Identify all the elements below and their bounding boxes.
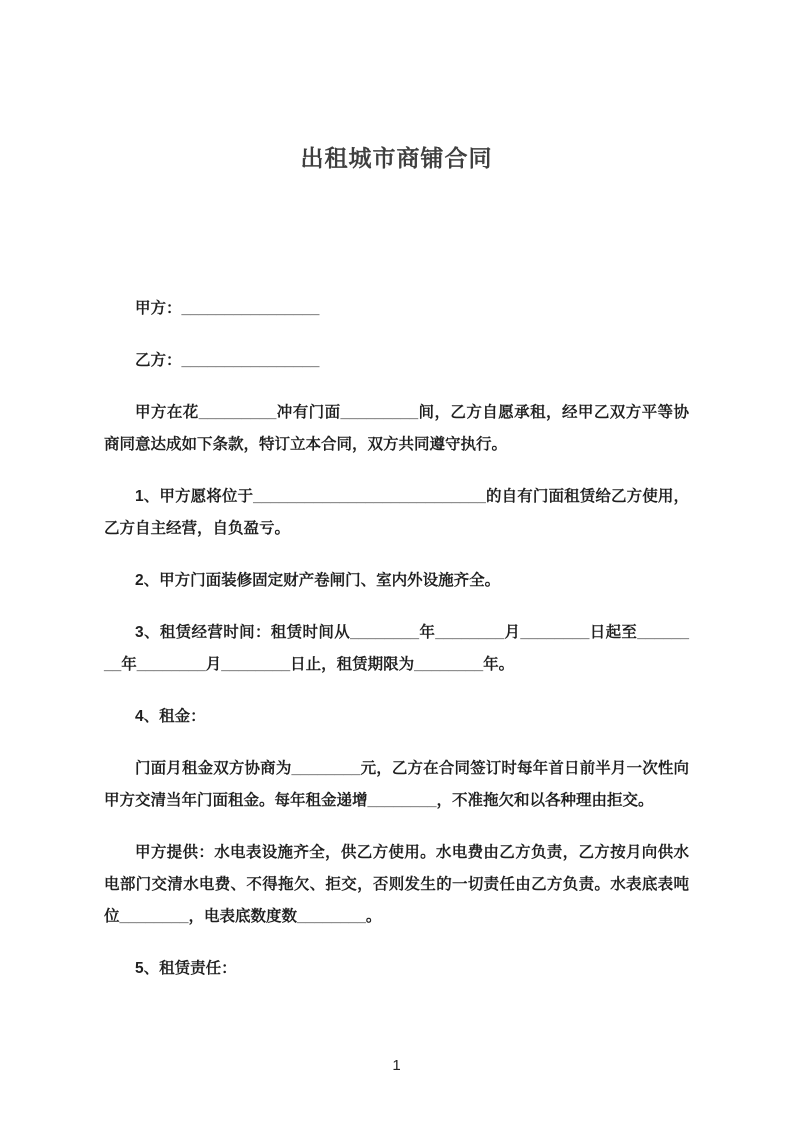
clause-4-heading: 4、租金： [135,708,206,725]
clause-5-heading: 5、租赁责任： [135,960,237,977]
clause-4-paragraph-utilities: 甲方提供：水电表设施齐全，供乙方使用。水电费由乙方负责，乙方按月向供水电部门交清水电费、不得拖欠、拒交，否则发生的一切责任由乙方负责。水表底表吨位________，电表底数度数________。 [104,844,689,925]
intro-paragraph: 甲方在花_________冲有门面_________间，乙方自愿承租，经甲乙双方平等协商同意达成如下条款，特订立本合同，双方共同遵守执行。 [104,404,689,453]
clause-2: 2、甲方门面装修固定财产卷闸门、室内外设施齐全。 [135,572,501,589]
clause-3: 3、租赁经营时间：租赁时间从________年________月________日起至________年________月________日止，租赁期限为________年。 [104,624,689,673]
page-number: 1 [392,1057,401,1074]
document-title: 出租城市商铺合同 [300,145,493,171]
clause-1: 1、甲方愿将位于___________________________的自有门面租赁给乙方使用，乙方自主经营，自负盈亏。 [104,488,689,537]
party-a-line: 甲方：________________ [135,300,320,317]
party-b-line: 乙方：________________ [135,352,320,369]
clause-4-paragraph-rent: 门面月租金双方协商为________元，乙方在合同签订时每年首日前半月一次性向甲方交清当年门面租金。每年租金递增________，不准拖欠和以各种理由拒交。 [104,760,689,809]
